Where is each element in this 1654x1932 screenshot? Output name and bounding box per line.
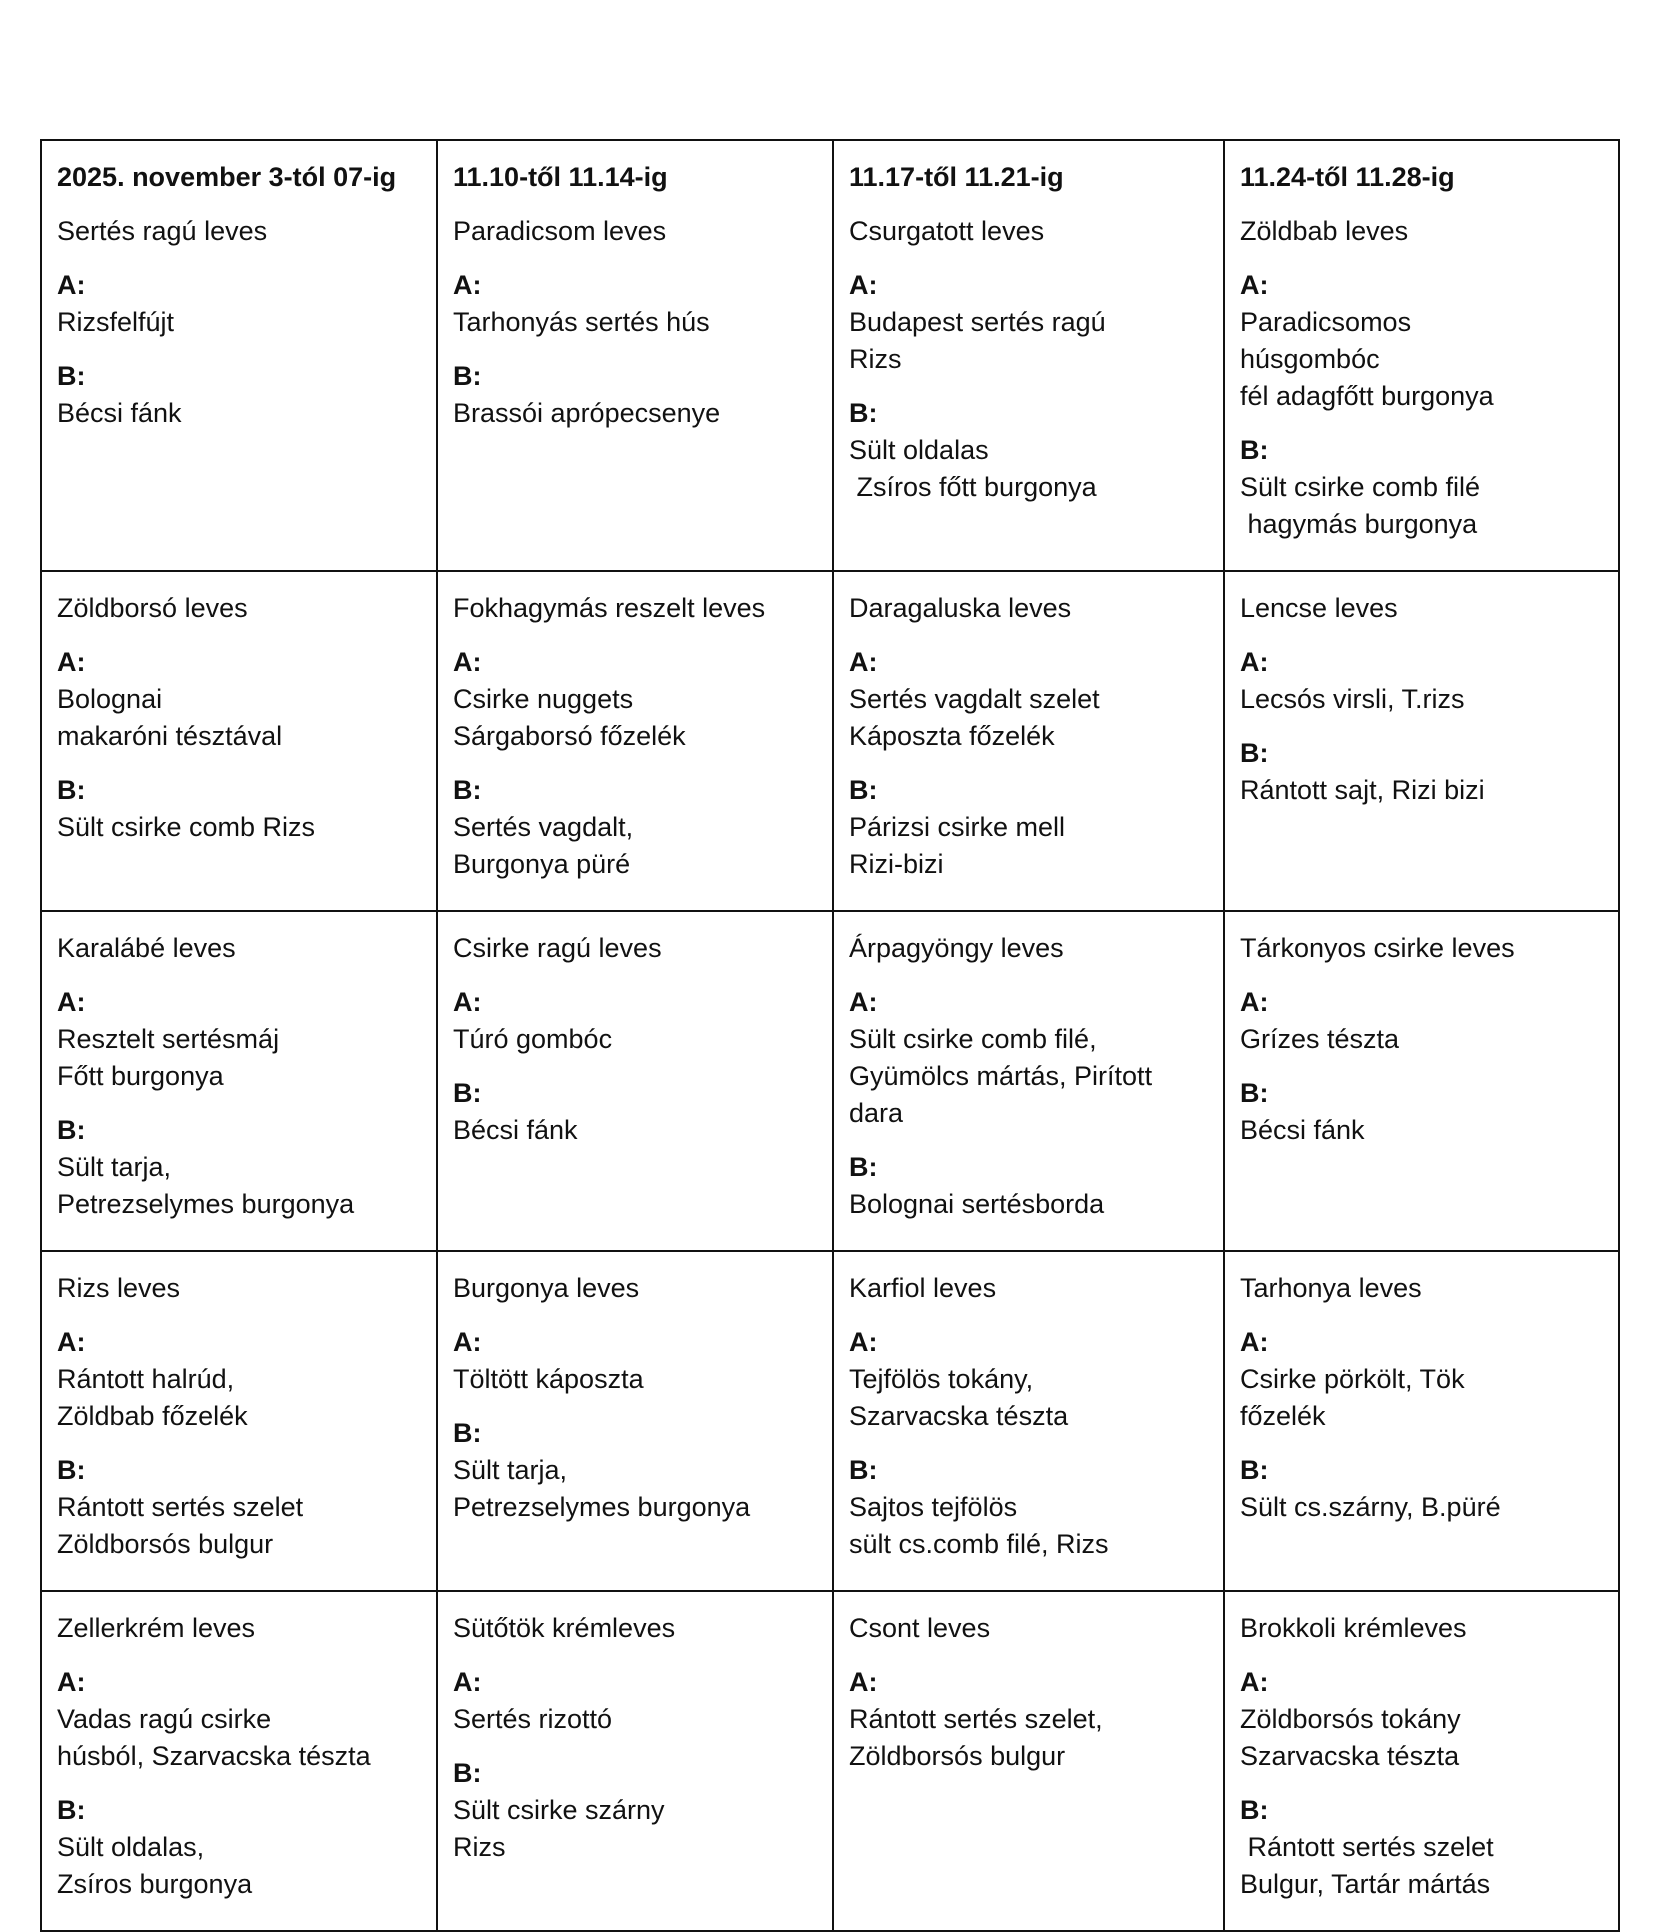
- option-b: [453, 1755, 818, 1866]
- menu-cell: [1224, 1591, 1619, 1931]
- option-a-line: Bolognai: [57, 684, 163, 714]
- option-b-line: Rizi-bizi: [849, 849, 944, 879]
- option-b-label: B:: [849, 1152, 878, 1182]
- option-b-line: Rántott sajt, Rizi bizi: [1240, 775, 1485, 805]
- menu-cell: [1224, 911, 1619, 1251]
- menu-cell: [833, 911, 1224, 1251]
- option-b-line: Párizsi csirke mell: [849, 812, 1066, 842]
- menu-row: [41, 140, 1619, 571]
- soup-name: Csurgatott leves: [849, 216, 1045, 246]
- option-a-line: Grízes tészta: [1240, 1024, 1400, 1054]
- option-b-line: Bécsi fánk: [57, 398, 182, 428]
- menu-cell: [437, 140, 833, 571]
- option-a-label: A:: [453, 1667, 482, 1697]
- option-a-line: Paradicsomos: [1240, 307, 1412, 337]
- option-a-label: A:: [849, 1327, 878, 1357]
- option-a-label: A:: [849, 647, 878, 677]
- menu-cell: [41, 571, 437, 911]
- option-b-label: B:: [453, 775, 482, 805]
- option-b: [57, 772, 422, 846]
- option-a: [453, 1664, 818, 1738]
- menu-cell: [437, 1591, 833, 1931]
- option-a-line: Káposzta főzelék: [849, 721, 1055, 751]
- option-b: [849, 1149, 1209, 1223]
- option-a: [57, 267, 422, 341]
- option-a-line: Sárgaborsó főzelék: [453, 721, 686, 751]
- soup-name: Tarhonya leves: [1240, 1273, 1422, 1303]
- option-b: [57, 1452, 422, 1563]
- menu-cell: [833, 140, 1224, 571]
- menu-cell: [437, 1251, 833, 1591]
- option-a: [1240, 1664, 1604, 1775]
- option-b: [57, 358, 422, 432]
- option-b-label: B:: [1240, 1078, 1269, 1108]
- option-b-label: B:: [57, 361, 86, 391]
- option-a-line: Gyümölcs mártás, Pirított: [849, 1061, 1153, 1091]
- option-b-line: Sült csirke comb Rizs: [57, 812, 316, 842]
- option-b-line: Rántott sertés szelet: [1240, 1832, 1494, 1862]
- option-a-line: Vadas ragú csirke: [57, 1704, 272, 1734]
- option-a: [57, 644, 422, 755]
- option-b-label: B:: [453, 1078, 482, 1108]
- menu-row: [41, 1591, 1619, 1931]
- option-b-line: Sajtos tejfölös: [849, 1492, 1018, 1522]
- option-a-line: Csirke nuggets: [453, 684, 634, 714]
- option-a-line: Szarvacska tészta: [1240, 1741, 1460, 1771]
- menu-row: [41, 1251, 1619, 1591]
- option-b-line: Bécsi fánk: [1240, 1115, 1365, 1145]
- option-a-line: fél adagfőtt burgonya: [1240, 381, 1494, 411]
- option-b-label: B:: [57, 1795, 86, 1825]
- option-b-label: B:: [453, 1418, 482, 1448]
- soup-name: Tárkonyos csirke leves: [1240, 933, 1515, 963]
- option-b-line: Sült cs.szárny, B.püré: [1240, 1492, 1501, 1522]
- option-b: [1240, 432, 1604, 543]
- option-a-label: A:: [453, 270, 482, 300]
- option-b-label: B:: [1240, 1795, 1269, 1825]
- menu-cell: [1224, 571, 1619, 911]
- menu-row: [41, 911, 1619, 1251]
- soup-name: Fokhagymás reszelt leves: [453, 593, 766, 623]
- option-b-line: sült cs.comb filé, Rizs: [849, 1529, 1109, 1559]
- option-a-label: A:: [57, 270, 86, 300]
- option-a-label: A:: [849, 1667, 878, 1697]
- menu-cell: [833, 1591, 1224, 1931]
- option-b-label: B:: [1240, 435, 1269, 465]
- option-a: [453, 644, 818, 755]
- option-b-line: Zsíros burgonya: [57, 1869, 253, 1899]
- option-b-line: Sült csirke szárny: [453, 1795, 665, 1825]
- option-a-label: A:: [57, 1667, 86, 1697]
- option-a-line: Resztelt sertésmáj: [57, 1024, 280, 1054]
- option-b-line: Bolognai sertésborda: [849, 1189, 1105, 1219]
- option-b-line: Sült tarja,: [57, 1152, 172, 1182]
- option-a-line: Rántott sertés szelet,: [849, 1704, 1103, 1734]
- option-a: [1240, 267, 1604, 415]
- option-b: [1240, 1075, 1604, 1149]
- soup-name: Csirke ragú leves: [453, 933, 662, 963]
- option-a-label: A:: [1240, 987, 1269, 1017]
- menu-cell: [1224, 140, 1619, 571]
- option-b-line: Zöldborsós bulgur: [57, 1529, 274, 1559]
- option-a: [849, 644, 1209, 755]
- option-a-line: Szarvacska tészta: [849, 1401, 1069, 1431]
- option-a-label: A:: [57, 647, 86, 677]
- option-a-line: Rizsfelfújt: [57, 307, 175, 337]
- soup-name: Árpagyöngy leves: [849, 933, 1064, 963]
- option-b: [453, 1075, 818, 1149]
- weekly-menu-table: [40, 139, 1620, 1932]
- option-a-line: Zöldborsós tokány: [1240, 1704, 1461, 1734]
- soup-name: Lencse leves: [1240, 593, 1398, 623]
- option-a-line: Lecsós virsli, T.rizs: [1240, 684, 1465, 714]
- option-a-line: Zöldbab főzelék: [57, 1401, 248, 1431]
- option-b: [453, 358, 818, 432]
- option-a: [57, 1324, 422, 1435]
- option-b-label: B:: [1240, 1455, 1269, 1485]
- soup-name: Karfiol leves: [849, 1273, 997, 1303]
- option-a-label: A:: [453, 647, 482, 677]
- option-a-line: Rizs: [849, 344, 902, 374]
- option-b-label: B:: [57, 1455, 86, 1485]
- option-b-line: Sült tarja,: [453, 1455, 568, 1485]
- option-a-label: A:: [849, 270, 878, 300]
- option-a-line: Töltött káposzta: [453, 1364, 644, 1394]
- option-b: [57, 1792, 422, 1903]
- option-b-label: B:: [453, 1758, 482, 1788]
- menu-cell: [437, 571, 833, 911]
- option-a-label: A:: [849, 987, 878, 1017]
- option-a-line: Sertés vagdalt szelet: [849, 684, 1100, 714]
- soup-name: Csont leves: [849, 1613, 991, 1643]
- option-b-line: Burgonya püré: [453, 849, 631, 879]
- option-a-line: Túró gombóc: [453, 1024, 613, 1054]
- option-a-line: dara: [849, 1098, 904, 1128]
- menu-row: [41, 571, 1619, 911]
- week-date-header: 11.10-től 11.14-ig: [453, 162, 668, 192]
- option-a-label: A:: [1240, 647, 1269, 677]
- option-a-line: Sertés rizottó: [453, 1704, 613, 1734]
- option-b-line: Sült csirke comb filé: [1240, 472, 1481, 502]
- week-date-header: 11.17-től 11.21-ig: [849, 162, 1064, 192]
- option-b: [453, 772, 818, 883]
- option-b-line: Rántott sertés szelet: [57, 1492, 304, 1522]
- option-a: [57, 984, 422, 1095]
- option-b-line: Zsíros főtt burgonya: [849, 472, 1097, 502]
- option-a-line: Csirke pörkölt, Tök: [1240, 1364, 1465, 1394]
- week-date-header: 2025. november 3-tól 07-ig: [57, 162, 397, 192]
- option-a-line: makaróni tésztával: [57, 721, 283, 751]
- option-b-label: B:: [57, 1115, 86, 1145]
- option-a-line: Zöldborsós bulgur: [849, 1741, 1066, 1771]
- option-a-line: Tarhonyás sertés hús: [453, 307, 710, 337]
- option-b-label: B:: [453, 361, 482, 391]
- soup-name: Brokkoli krémleves: [1240, 1613, 1467, 1643]
- option-b: [1240, 1452, 1604, 1526]
- menu-cell: [41, 140, 437, 571]
- option-a-line: főzelék: [1240, 1401, 1326, 1431]
- option-a: [849, 267, 1209, 378]
- option-b-line: Petrezselymes burgonya: [453, 1492, 751, 1522]
- menu-cell: [1224, 1251, 1619, 1591]
- soup-name: Paradicsom leves: [453, 216, 667, 246]
- option-a: [1240, 644, 1604, 718]
- soup-name: Karalábé leves: [57, 933, 236, 963]
- option-a-line: Budapest sertés ragú: [849, 307, 1106, 337]
- option-a-label: A:: [453, 1327, 482, 1357]
- soup-name: Sütőtök krémleves: [453, 1613, 676, 1643]
- option-b-line: hagymás burgonya: [1240, 509, 1478, 539]
- option-b: [849, 395, 1209, 506]
- option-b-line: Petrezselymes burgonya: [57, 1189, 355, 1219]
- option-a-line: Tejfölös tokány,: [849, 1364, 1034, 1394]
- option-a-line: Főtt burgonya: [57, 1061, 224, 1091]
- option-b-line: Brassói aprópecsenye: [453, 398, 721, 428]
- option-b-label: B:: [57, 775, 86, 805]
- option-b-line: Sült oldalas: [849, 435, 989, 465]
- option-b: [453, 1415, 818, 1526]
- option-b-line: Sertés vagdalt,: [453, 812, 634, 842]
- option-b: [57, 1112, 422, 1223]
- option-a: [849, 984, 1209, 1132]
- option-a: [453, 267, 818, 341]
- option-a-label: A:: [57, 1327, 86, 1357]
- soup-name: Zellerkrém leves: [57, 1613, 256, 1643]
- option-b: [1240, 1792, 1604, 1903]
- option-b-label: B:: [849, 1455, 878, 1485]
- soup-name: Burgonya leves: [453, 1273, 640, 1303]
- option-a-label: A:: [1240, 1667, 1269, 1697]
- option-b: [849, 1452, 1209, 1563]
- option-b-label: B:: [1240, 738, 1269, 768]
- option-b: [849, 772, 1209, 883]
- soup-name: Daragaluska leves: [849, 593, 1072, 623]
- soup-name: Zöldborsó leves: [57, 593, 248, 623]
- menu-cell: [833, 1251, 1224, 1591]
- option-a: [453, 1324, 818, 1398]
- soup-name: Rizs leves: [57, 1273, 181, 1303]
- option-a: [57, 1664, 422, 1775]
- menu-cell: [41, 911, 437, 1251]
- option-b-line: Sült oldalas,: [57, 1832, 205, 1862]
- option-b-line: Bécsi fánk: [453, 1115, 578, 1145]
- option-a: [1240, 1324, 1604, 1435]
- option-a-line: húsgombóc: [1240, 344, 1380, 374]
- menu-cell: [437, 911, 833, 1251]
- option-b-line: Bulgur, Tartár mártás: [1240, 1869, 1491, 1899]
- soup-name: Sertés ragú leves: [57, 216, 268, 246]
- option-a: [849, 1664, 1209, 1775]
- option-a: [1240, 984, 1604, 1058]
- option-a: [849, 1324, 1209, 1435]
- option-a-line: Rántott halrúd,: [57, 1364, 235, 1394]
- menu-cell: [833, 571, 1224, 911]
- option-a-label: A:: [1240, 1327, 1269, 1357]
- option-b: [1240, 735, 1604, 809]
- menu-cell: [41, 1251, 437, 1591]
- menu-cell: [41, 1591, 437, 1931]
- option-b-line: Rizs: [453, 1832, 506, 1862]
- option-a-label: A:: [57, 987, 86, 1017]
- menu-table-body: [41, 140, 1619, 1931]
- week-date-header: 11.24-től 11.28-ig: [1240, 162, 1455, 192]
- option-a-label: A:: [453, 987, 482, 1017]
- option-a-line: Sült csirke comb filé,: [849, 1024, 1097, 1054]
- option-b-label: B:: [849, 398, 878, 428]
- soup-name: Zöldbab leves: [1240, 216, 1409, 246]
- option-b-label: B:: [849, 775, 878, 805]
- option-a-line: húsból, Szarvacska tészta: [57, 1741, 371, 1771]
- option-a-label: A:: [1240, 270, 1269, 300]
- option-a: [453, 984, 818, 1058]
